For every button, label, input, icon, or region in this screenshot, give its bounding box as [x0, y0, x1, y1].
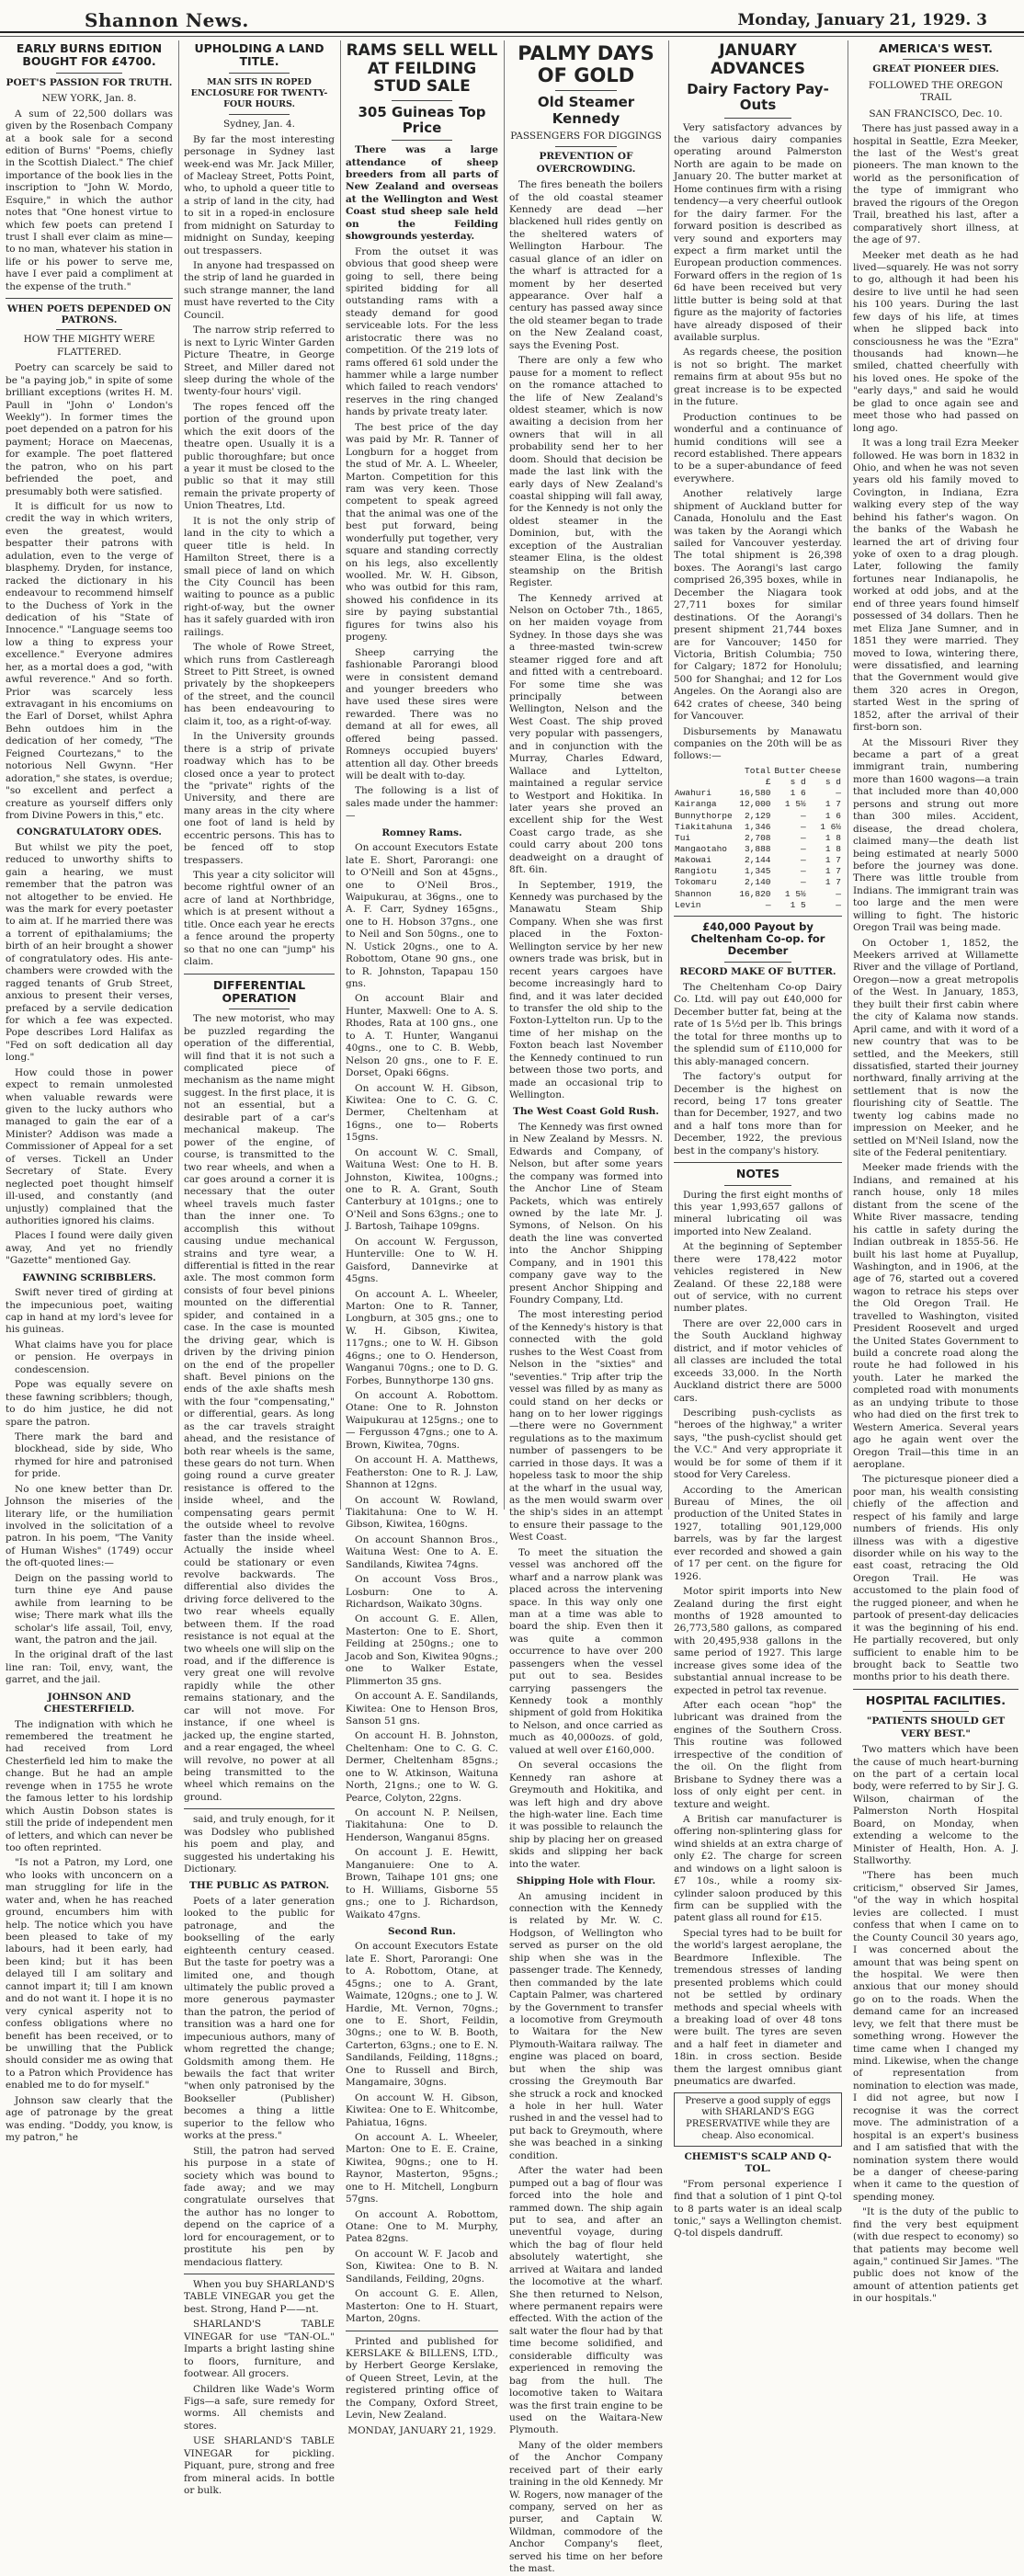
- masthead-rule: [0, 31, 1024, 33]
- paragraph: Describing push-cyclists as "heroes of the highway," a writer says, "the push-cyclist should get the V.C." And very appropriate it would be for some of them if it stood for Very Careless.: [674, 1407, 842, 1481]
- verse: What claims have you for place or pension. He overpays in condescension.: [15, 1339, 173, 1375]
- article-subheadline: PREVENTION OF OVERCROWDING.: [536, 151, 636, 175]
- section-subheading: THE PUBLIC AS PATRON.: [189, 1880, 329, 1892]
- column-2: [184, 40, 335, 2497]
- table-row: [674, 900, 842, 911]
- value-cell: —: [801, 855, 806, 866]
- verse: There mark the bard and blockhead, side by side, Who rhymed for hire and patronised for pride.: [15, 1430, 173, 1480]
- company-name-cell: Levin: [675, 899, 701, 910]
- sale-entry: On account Shannon Bros., Waituna West: One to A. E. Sandilands, Kiwitea 74gns.: [346, 1533, 498, 1570]
- paragraph: A sum of 22,500 dollars was given by the Rosenbach Company at a book sale for a second edition of Burns' "Poems, chiefly in the Scottish Dialect." The chief importance of the book lies in the inscription to "John W. Mordo, Esquire," in which the author notes that "One honest virtue to which few poets can pretend I trust I shall ever claim as mine—to no man, whatever his station in life or his power to serve me, have I ever paid a compliment at the expense of the truth.": [6, 108, 173, 292]
- lead-paragraph: There was a large attendance of sheep breeders from all parts of New Zealand and overseas at the Wellington and West Coast stud sheep sale held on the Feilding showgrounds yesterday.: [346, 144, 498, 243]
- paragraph: Meeker met death as he had lived—squarely. He was not sorry to go, although it had been his desire to live until he had seen his 100 years. During the last few days of his life, at times when he slipped back into consciousness he was the "Ezra" thousands had known—he smiled, chatted cheerfully with his loved ones. He spoke of the "early days," and said he would be glad to once again see and meet those who had passed on long ago.: [853, 249, 1018, 434]
- paragraph: In September, 1919, the Kennedy was purchased by the Manawatu Steam Ship Company. When she was first placed in the Foxton-Wellington service by her new owners trade was brisk, but in recent years cargoes have become increasingly hard to find, and it was later decided to transfer the old ship to the Foxton-Lyttelton run. Up to the time of her mishap on the Foxton beach last November the Kennedy continued to run between those two ports, and made an occasional trip to Wellington.: [509, 879, 663, 1101]
- table-row: [674, 877, 842, 888]
- section-subheading: The West Coast Gold Rush.: [513, 1106, 659, 1118]
- article-subheadline: Old Steamer Kennedy: [537, 94, 635, 127]
- paragraph: Still, the patron had served his purpose in a state of society which was bound to fade away; and we may congratulate ourselves that the author has no longer to depend on the caprice of a lord for encouragement, or to prostitute his pen by mendacious flattery.: [184, 2145, 335, 2268]
- company-name-cell: [674, 777, 736, 788]
- value-cell: —: [836, 888, 841, 899]
- company-name-cell: Kairanga: [675, 799, 717, 810]
- article-headline: UPHOLDING A LAND TITLE.: [194, 41, 324, 69]
- article-subheadline: GREAT PIONEER DIES.: [872, 63, 999, 75]
- paragraph: Special tyres had to be built for the world's largest aeroplane, the Beardmore Inflexible. The tremendous stresses of landing presented problems which could not be settled by ordinary methods and special wheels with a breaking load of over 48 tons were built. The tyres are seven and a half feet in diameter and 18in. in cross section. Beside them the largest omnibus giant pneumatics are dwarfed.: [674, 1927, 842, 2088]
- column-divider: [340, 40, 341, 1510]
- advertisement: "From personal experience I find that a solution of 1 pint Q-tol to 8 parts water is an ideal scalp tonic," says a Wellington chemist. Q-tol dispels dandruff.: [674, 2178, 842, 2240]
- sale-entry: On account W. H. Gibson, Kiwitea: One to C. G. C. Dermer, Cheltenham at 16gns., one to— Roberts 15gns.: [346, 1082, 498, 1144]
- table-header-row: [674, 766, 842, 777]
- value-cell: 3,888: [745, 844, 771, 854]
- sale-entry: On account Executors Estate late E. Short, Parorangi: One to A. Robottom, Otane, at 45gns.; one to A. Grant, Waimate, 120gns.; one to J. W. Hardie, Mt. Vernon, 70gns.; one to E. Short, Feildin, 30gns.; one to W. B. Booth, Carterton, 63gns.; one to E. N. Sandilands, Feilding, 118gns.; One to Russell and Birch, Mangamaire, 30gns.: [346, 1941, 498, 2089]
- advertisement: USE SHARLAND'S TABLE VINEGAR for pickling. Piquant, pure, strong and free from mineral acids. In bottle or bulk.: [184, 2435, 335, 2497]
- article-subheadline: "PATIENTS SHOULD GET VERY BEST.": [866, 1715, 1006, 1739]
- table-units-row: [674, 777, 842, 788]
- company-name-cell: Rangiotu: [675, 866, 717, 877]
- paragraph: The most interesting period of the Kennedy's history is that connected with the gold rushes to the West Coast from Nelson in the "sixties" and "seventies." Trip after trip the vessel was filled by as many as could stand on her decks or hang on to her lower riggings—there were no Government regulations as to the maximum number of passengers to be carried in those days. It was a hopeless task to moor the ship at the wharf in the usual way, as the men would swarm over the ship's sides in an attempt to ensure their passage to the West Coast.: [509, 1309, 663, 1544]
- sale-entry: On account G. E. Allen, Masterton: One to E. Short, Feilding at 250gns.; one to Jacob and Son, Kiwitea 90gns.; one to Walker Estate, Plimmerton 35 gns.: [346, 1613, 498, 1687]
- table-row: [674, 889, 842, 900]
- paragraph: As regards cheese, the position is not so bright. The market remains firm at about 95s but no great increase is to be expected in the future.: [674, 347, 842, 408]
- sale-entry: On account G. E. Allen, Masterton: One to H. Stuart, Marton, 20gns.: [346, 2288, 498, 2325]
- article-subheadline: MAN SITS IN ROPED ENCLOSURE FOR TWENTY-FOUR HOURS.: [190, 76, 328, 110]
- sale-entry: On account W. H. Gibson, Kiwitea: One to E. Whitcombe, Pahiatua, 16gns.: [346, 2092, 498, 2128]
- column-divider: [178, 40, 179, 1510]
- paragraph: said, and truly enough, for it was Dodsley who published his poem and play, and suggested his undertaking his Dictionary.: [184, 1814, 335, 1875]
- value-cell: 1,346: [745, 821, 771, 832]
- paragraph: During the first eight months of this year 1,993,657 gallons of mineral lubricating oil was imported into New Zealand.: [674, 1189, 842, 1237]
- paragraph: It is not the only strip of land in the city to which a queer title is held. In Hamilton Street, there is a small piece of land on which the City Council has been waiting to pounce as a public right-of-way, but the owner has it safely guarded with iron railings.: [184, 515, 335, 638]
- paragraph: Many of the older members of the Anchor Company received part of their early training in the old Kennedy. Mr W. Rogers, now manager of the company, served on her as purser, and Captain W. Wildman, commodore of the Anchor Company's fleet, served his time on her before the mast.: [509, 2439, 663, 2575]
- value-cell: 1 6: [790, 788, 806, 799]
- paragraph: There are only a few who pause for a moment to reflect on the romance attached to the life of New Zealand's oldest steamer, which is now awaiting a decision from her owners that will in all probability send her to her doom. Should that decision be made the last link with the early days of New Zealand's coastal shipping will fall away, for the Kennedy is not only the oldest steamer in the Dominion, but, with the exception of the Australian steamer Elina, is the oldest steamship on the British Register.: [509, 355, 663, 589]
- sale-entry: On account W. C. Small, Waituna West: One to H. B. Johnston, Kiwitea, 100gns.; one to R. A. Grant, South Canterbury at 101gns.; one to O'Neil and Sons 63gns.; one to J. Bartosh, Taihape 109gns.: [346, 1146, 498, 1233]
- paragraph: On several occasions the Kennedy ran ashore at Greymouth and Hokitika, and was left high and dry above the high-water line. Each time it was possible to relaunch the ship by placing her on greased skids and slipping her back into the water.: [509, 1760, 663, 1870]
- column-4: [509, 40, 663, 2575]
- paragraph: This year a city solicitor will become rightful owner of an acre of land at Northbridge, which is at present without a title. Once each year he erects a fence around the property so that no one can "jump" his claim.: [184, 870, 335, 968]
- company-name-cell: Tokomaru: [675, 877, 717, 888]
- paragraph: Sheep carrying the fashionable Parorangi blood were in consistent demand and younger breeders who have used these sires were rewarded. There was no demand at all for ewes, all offered being passed. Romneys occupied buyers' attention all day. Other breeds will be dealt with to-day.: [346, 646, 498, 782]
- paragraph: On October 1, 1852, the Meekers arrived at Willamette River and the village of Portland, Oregon—now a great metropolis of the West. In January, 1853, they built their first cabin where the city of Kalama now stands. April came, and with it word of a new country that was to be settled, and the Meekers, still dissatisfied, started their journey northward, finally arriving at the settlement that is now the flourishing city of Seattle. The twenty log cabins made no impression on Meeker, and he settled on M'Neil Island, now the site of the Federal penitentiary.: [853, 937, 1018, 1158]
- article-headline: £40,000 Payout by Cheltenham Co-op. for December: [690, 919, 825, 958]
- paragraph: How could those in power expect to remain unmolested when valuable rewards were given to the lucky authors who managed to gain the ear of a Minister? Addison was made a Commissioner of Appeal for a set of verses. Tickell an Under Secretary of State. Every neglected poet thought himself ill-used, and constantly (and unjustly) complained that the authorities ignored his claims.: [6, 1066, 173, 1226]
- paragraph: It is difficult for us now to credit the way in which writers, even the greatest, would bespatter their patrons with adulation, even to the verge of blasphemy. Dryden, for instance, racked the dictionary in his endeavour to recommend himself to the Duchess of York in the dedication of his "State of Innocence." "Language seems too low a thing to express your excellence." Everyone admires her, as a mortal does a god, "with awful reverence." And so forth. Prior was scarcely less extravagant in his encomiums on the Earl of Dorset, whilst Aphra Behn outdoes him in the dedication of her comedy, "The Feigned Courtezans," to the notorious Nell Gwynn. "Her adoration," she states, is overdue; "so excellent and perfect a creature as yourself differs only from Divine Powers in this," etc.: [6, 501, 173, 821]
- printer-imprint: Printed and published for KERSLAKE & BILLENS, LTD., by Herbert George Kerslake, of Queen Street, Levin, at the registered printing office of the Company, Oxford Street, Levin, New Zealand.: [346, 2335, 498, 2422]
- section-subheading: Second Run.: [388, 1925, 456, 1937]
- table-row: [674, 844, 842, 855]
- sale-entry: On account A. Robottom, Otane: One to M. Murphy, Patea 82gns.: [346, 2208, 498, 2245]
- paragraph: "Is not a Patron, my Lord, one who looks with unconcern on a man struggling for life in the water and, when he has reached ground, encumbers him with help. The notice which you have been pleased to take of my labours, had it been early, had been kind; but it has been delayed till I am solitary and cannot impart it; till I am known and do not want it. I hope it is no very cynical asperity not to confess obligations where no benefit has been received, or to be unwilling that the Publick should consider me as owing that to a Patron which Providence has enabled me to do for myself.": [6, 1857, 173, 2092]
- paragraph: Another relatively large shipment of Auckland butter for Canada, Honolulu and the East was taken by the Aorangi which sailed for Vancouver yesterday. The total shipment is 26,398 boxes. The Aorangi's last cargo comprised 26,395 boxes, while in December the Niagara took 27,711 boxes for similar destinations. Of the Aorangi's present shipment 21,744 boxes are for Vancouver; 1450 for Victoria, British Columbia; 750 for Calgary; 1872 for Honolulu; 500 for Shanghai; and 12 for Los Angeles. On the Aorangi also are 642 crates of cheese, 340 being for Vancouver.: [674, 488, 842, 723]
- paragraph: Very satisfactory advances by the various dairy companies operating around Palmerston North are again to be made on January 20. The butter market at Home continues firm with a rising tendency—a very cheerful outlook for the dairy farmer. For the forward position is described as very sound and exporters may expect a firm market until the European production commences. Forward offers in the region of 1s 6d have been received but very little butter is being sold at that figure as the majority of factories have already disposed of their available surplus.: [674, 121, 842, 344]
- value-cell: 16,820: [739, 888, 771, 899]
- sale-entry: On account H. B. Johnston, Cheltenham: One to C. G. C. Dermer, Cheltenham 85gns.; one to W. Atkinson, Waituna North, 21gns.; one to W. G. Pearce, Colyton, 22gns.: [346, 1730, 498, 1804]
- table-row: [674, 866, 842, 877]
- paragraph: By far the most interesting personage in Sydney last week-end was Mr. Jack Miller, of Macleay Street, Potts Point, who, to uphold a queer title to a strip of land in the city, had to sit in a roped-in enclosure from midnight on Saturday to midnight on Sunday, keeping out trespassers.: [184, 133, 335, 256]
- column-3: [346, 40, 498, 2436]
- paragraph: Meeker made friends with the Indians, and remained at his ranch house, only 18 miles distant from the scene of the White River massacre, tending his cattle in safety during the Indian outbreak in 1855-56. He built his last home at Puyallup, Washington, and in 1906, at the age of 76, started out a covered wagon to retrace his steps over the Old Oregon Trail. He travelled to Washington, visited President Roosevelt and urged the United States Government to build a concrete road along the route he had followed in his youth. Later he marked the completed road with monuments as an undying tribute to those who had died on the first trek to Western America. Several years ago he again went over the Oregon Trail—this time in an aeroplane.: [853, 1162, 1018, 1470]
- value-cell: Cheese: [809, 765, 841, 776]
- paragraph: The narrow strip referred to is next to Lyric Winter Garden Picture Theatre, in George Street, and Miller dared not sleep during the whole of the twenty-four hours' vigil.: [184, 325, 335, 398]
- dateline: Sydney, Jan. 4.: [223, 119, 295, 131]
- value-cell: 1 6: [825, 810, 841, 821]
- paragraph: After the water had been pumped out a bag of flour was forced into the hole and rammed down. The ship again put to sea, and after an uneventful voyage, during which the bag of flour held absolutely watertight, she arrived at Waitara and landed the locomotive at the wharf. She then returned to Nelson, where permanent repairs were effected. With the action of the salt water the flour had by that time become solidified, and considerable difficulty was experienced in removing the bag from the hull. The locomotive taken to Waitara was the first train engine to be used on the Waitara-New Plymouth.: [509, 2165, 663, 2436]
- section-subheading: Romney Rams.: [381, 826, 462, 838]
- sale-entry: On account N. P. Neilsen, Tiakitahuna: One to D. Henderson, Wanganui 85gns.: [346, 1807, 498, 1843]
- masthead-rule-thin: [0, 36, 1024, 37]
- table-row: [674, 833, 842, 844]
- paragraph: But whilst we pity the poet, reduced to unworthy shifts to gain a hearing, we must remember that the patron was not altogether to be envied. He was the mark for every poetaster to aim at. If he married there was a torrent of epithalamiums; the birth of an heir brought a shower of congratulatory odes. His ante-chambers were crowded with the ragged tenants of Grub Street, anxious to present their verses, prefaced by a servile dedication for which a fee was expected. Pope describes Lord Halifax as "Fed on soft dedication all day long.": [6, 841, 173, 1064]
- sale-entry: On account Blair and Hunter, Maxwell: One to A. S. Rhodes, Rata at 100 gns., one to A. T. Hunter, Wanganui 40gns., one to C. B. Webb, Nelson 20 gns., one to F. E. Dorset, Opaki 66gns.: [346, 993, 498, 1079]
- article-headline: HOSPITAL FACILITIES.: [865, 1693, 1007, 1707]
- issue-date: Monday, January 21, 1929. 3: [737, 11, 987, 29]
- dateline: NEW YORK, Jan. 8.: [41, 93, 137, 105]
- paragraph: "There has been much criticism," observed Sir James, "of the way in which hospital levies are collected. I must confess that when I came on to the County Council 30 years ago, I was concerned about the amount that was being spent on the hospital. We were then anxious that our money should go on to the roads. When the demand came for an increased levy, we felt that there must be something wrong. However the time came when I changed my mind. Likewise, when the change of representation from nomination to election was made, I did not agree, but now I recognise it was the correct move. The administration of a hospital is an expert's business and I am satisfied that with the nomination system there would be a danger of cheese-paring when it came to the question of spending money.: [853, 1870, 1018, 2203]
- value-cell: 1 8: [825, 844, 841, 854]
- imprint-date: MONDAY, JANUARY 21, 1929.: [347, 2424, 496, 2436]
- advertisement: Preserve a good supply of eggs with SHARLAND'S EGG PRESERVATIVE while they are cheap. Also economical.: [674, 2092, 842, 2147]
- value-cell: s d: [790, 777, 806, 788]
- sale-entry: On account H. A. Matthews, Featherston: One to R. J. Law, Shannon at 12gns.: [346, 1454, 498, 1491]
- value-cell: —: [801, 832, 806, 843]
- verse: Places I found were daily given away, And yet no friendly "Gazette" mentioned Gay.: [6, 1230, 173, 1267]
- paragraph: The fires beneath the boilers of the old coastal steamer Kennedy are dead —her blackened hull rides gently on the sheltered waters of Wellington Harbour. The casual glance of an idler on the wharf is attracted for a moment by her deserted appearance. Over half a century has passed away since the old steamer began to trade on the New Zealand coast, says the Evening Post.: [509, 179, 663, 351]
- article-headline: NOTES: [735, 1167, 780, 1181]
- value-cell: 1 5: [790, 899, 806, 910]
- paragraph: A British car manufacturer is offering non-splintering glass for wind shields at an extra charge of only £2. The charge for screen and windows on a light saloon is £7 10s., while a roomy six-cylinder saloon produced by this firm can be supplied with the patent glass all round for £15.: [674, 1813, 842, 1924]
- value-cell: 1 7: [825, 877, 841, 888]
- value-cell: 1 6½: [820, 821, 841, 832]
- paragraph: At the beginning of September there were 178,422 motor vehicles registered in New Zealand. Of these 22,188 were out of service, with no current number plates.: [674, 1241, 842, 1315]
- value-cell: 2,129: [745, 810, 771, 821]
- article-subheadline: 305 Guineas Top Price: [358, 103, 486, 136]
- paragraph: No one knew better than Dr. Johnson the miseries of the literary life, or the humiliation involved in the solicitation of a patron. In his poem, "The Vanity of Human Wishes" (1749) occur the oft-quoted lines:—: [6, 1483, 173, 1569]
- company-name-cell: Makowai: [675, 855, 711, 866]
- sale-entry: On account Voss Bros., Losburn: One to A. Richardson, Waikato 30gns.: [346, 1574, 498, 1611]
- paragraph: There are over 22,000 cars in the South Auckland highway district, and if motor vehicles of all classes are included the total exceeds 33,000. In the North Auckland district there are 5000 cars.: [674, 1317, 842, 1404]
- value-cell: Total: [745, 765, 771, 776]
- sale-entry: On account Executors Estate late E. Short, Parorangi: one to O'Neill and Son at 45gns., one to O'Neil Bros., Waipukurau, at 36gns., one to A. F. Carr, Sydney 165gns., one to H. Hobson 37gns., one to Neil and Son 50gns., one to N. Ustick 20gns., one to A. Robottom, Otane 90 gns., one to R. Johnston, Tapapau 150 gns.: [346, 842, 498, 990]
- sale-entry: On account A. Robottom. Otane: One to R. Johnston Waipukurau at 125gns.; one to — Fergusson 47gns.; one to A. Brown, Kiwitea, 70gns.: [346, 1390, 498, 1451]
- paragraph: From the outset it was obvious that good sheep were going to sell, there being spirited bidding for all outstanding rams with a steady demand for good serviceable lots. For the less aristocratic there was no competition. Of the 219 lots of rams offered 61 sold under the hammer while a large number which failed to reach vendors' reserves in the ring changed hands by private treaty later.: [346, 245, 498, 418]
- advertisement: When you buy SHARLAND'S TABLE VINEGAR you get the best. Strong, Hand P——nt.: [184, 2279, 335, 2315]
- article-headline: RAMS SELL WELL AT FEILDING STUD SALE: [346, 41, 498, 97]
- column-divider: [504, 40, 505, 1510]
- article-headline: JANUARY ADVANCES: [711, 41, 805, 78]
- paragraph: To meet the situation the vessel was anchored off the wharf and a narrow plank was placed across the intervening space. In this way only one man at a time was able to board the ship. Even then it was quite a common occurrence to have over 200 passengers when the vessel put out to sea. Besides carrying passengers the Kennedy took a monthly shipment of gold from Hokitika to Nelson, and once carried as much as 40,000ozs. of gold, valued at well over £160,000.: [509, 1546, 663, 1756]
- article-headline: DIFFERENTIAL OPERATION: [212, 977, 306, 1005]
- paragraph: The new motorist, who may be puzzled regarding the operation of the differential, will find that it is not such a complicated piece of mechanism as the name might suggest. In the first place, it is not an essential, but a desirable part of a car's mechanical makeup. The power of the engine, of course, is transmitted to the two rear wheels, and when a car goes around a corner it is necessary that the outer wheel travels much faster than the inner one. To accomplish this without causing undue mechanical strains and tyre wear, a differential is fitted in the rear axle. The most common form consists of four bevel pinions mounted on the differential spider, and contained in a case. In the case is mounted the driving gear, which is driven by the driving pinion on the end of the propeller shaft. Bevel pinions on the ends of the axle shafts mesh with the four "compensating," or differential, gears. As long as the car travels straight ahead, and the resistance of both rear wheels is the same, these gears do not turn. When going round a curve greater resistance is offered to the inside wheel, and the compensating gears permit the outside wheel to revolve faster than the inside wheel. Actually the inside wheel could be stationary or even revolve backwards. The differential also divides the driving force delivered to the two rear wheels equally between them. If the road resistance is not equal at the two wheels one will slip on the road, and if the difference is very great one will revolve rapidly while the other remains stationary, and the car will not move. For instance, if one wheel is jacked up, the engine started, and a rear engaged, the wheel will revolve, no power at all being transmitted to the wheel which remains on the ground.: [184, 1013, 335, 1803]
- article-subheadline: FOLLOWED THE OREGON TRAIL: [868, 79, 1004, 104]
- paragraph: Pope was equally severe on these fawning scribblers; though, to do him justice, he did not spare the patron.: [6, 1379, 173, 1428]
- value-cell: —: [801, 844, 806, 854]
- value-cell: —: [765, 899, 771, 910]
- paragraph: Swift never tired of girding at the impecunious poet, waiting cap in hand at my lord's levee for his guineas.: [6, 1287, 173, 1336]
- paragraph: Disbursements by Manawatu companies on the 20th will be as follows:—: [674, 725, 842, 762]
- value-cell: £: [765, 777, 771, 788]
- sale-entry: On account A. E. Sandilands, Kiwitea: One to Henson Bros, Sanson 51 gns.: [346, 1691, 498, 1727]
- paragraph: The following is a list of sales made under the hammer:—: [346, 785, 498, 822]
- value-cell: —: [836, 899, 841, 910]
- article-subheadline: Dairy Factory Pay-Outs: [687, 81, 829, 114]
- value-cell: s d: [825, 777, 841, 788]
- table-row: [674, 855, 842, 866]
- article-headline: AMERICA'S WEST.: [879, 41, 993, 55]
- paragraph: In the University grounds there is a strip of private roadway which has to be closed once a year to protect the "private" rights of the University, and there are many areas in the city where one foot of land is held by eccentric persons. This has to be fenced off to stop trespassers.: [184, 731, 335, 866]
- article-headline: PALMY DAYS OF GOLD: [518, 42, 654, 87]
- paragraph: The Cheltenham Co-op Dairy Co. Ltd. will pay out £40,000 for December butter fat, being at the rate of 1s 5½d per lb. This brings the total for three months up to the splendid sum of £110,000 for this ably-managed concern.: [674, 982, 842, 1067]
- sale-entry: On account A. L. Wheeler, Marton: One to E. E. Craine, Kiwitea, 90gns.; one to H. Raynor, Masterton, 95gns.; one to H. Mitchell, Longburn 57gns.: [346, 2131, 498, 2206]
- value-cell: —: [801, 810, 806, 821]
- paragraph: In the original draft of the last line ran: Toil, envy, want, the garret, and the jail.: [6, 1649, 173, 1686]
- value-cell: Butter: [774, 765, 806, 776]
- paragraph: At the Missouri River they became a part of a great immigrant train, numbering more than 1600 wagons—a train that included more than 40,000 persons and strung out more than 300 miles. Accident, disease, the dread cholera, claimed many—the death list being estimated at nearly 5000 before the journey was done. There was little trouble from Indians. The immigrant train was too large and the men were willing to fight. The historic Oregon Trail was being made.: [853, 736, 1018, 934]
- company-name-cell: Mangaotaho: [675, 844, 728, 854]
- sale-entry: On account A. L. Wheeler, Marton: One to R. Tanner, Longburn, at 305 gns.; one to W. H. Gibson, Kiwitea, 117gns.; one to W. H. Gibson 46gns.; one to O. Henderson, Wanganui 70gns.; one to D. G. Forbes, Bunnythorpe 130 gns.: [346, 1288, 498, 1386]
- verse: Deign on the passing world to turn thine eye And pause awhile from learning to be wise; There mark what ills the scholar's life assail, Toil, envy, want, the patron and the jail.: [15, 1572, 173, 1646]
- table-row: [674, 799, 842, 810]
- value-cell: 1 8: [825, 832, 841, 843]
- paragraph: The ropes fenced off the portion of the ground upon which the exit doors of the theatre open. Usually it is a public thoroughfare; but once a year it must be closed to the public so that it may still remain the private property of Union Theatres, Ltd.: [184, 401, 335, 512]
- company-name-cell: [674, 766, 736, 777]
- value-cell: 2,140: [745, 877, 771, 888]
- advertisement: SHARLAND'S TABLE VINEGAR for use "TAN-OL." Imparts a bright lasting shine to floors, furniture, and footwear. All grocers.: [184, 2319, 335, 2380]
- disbursement-table: [674, 766, 842, 911]
- table-row: [674, 822, 842, 833]
- company-name-cell: Bunnythorpe: [675, 810, 733, 821]
- paragraph: In anyone had trespassed on the strip of land he guarded in such strange manner, the land must have reverted to the City Council.: [184, 260, 335, 321]
- paragraph: An amusing incident in connection with the Kennedy is related by Mr. W. C. Hodgson, of Wellington who served as purser on the old ship when she was in the passenger trade. The Kennedy, then commanded by the late Captain Palmer, was chartered by the Government to transfer a locomotive from Greymouth to Waitara for the New Plymouth-Waitara railway. The engine was placed on board, but when the ship was crossing the Greymouth Bar she struck a rock and knocked a hole in her hull. Water rushed in and the vessel had to put back to Greymouth, where she was beached in a sinking condition.: [509, 1890, 663, 2161]
- article-subheadline: RECORD MAKE OF BUTTER.: [679, 965, 836, 977]
- column-6: [853, 40, 1018, 2305]
- sale-entry: On account J. E. Hewitt, Manganuiere: One to A. Brown, Taihape 101 gns; one to H. Williams, Gisborne 55 gns.; one to J. Richardson, Waikato 47gns.: [346, 1847, 498, 1921]
- paragraph: Production continues to be wonderful and a continuance of humid conditions will see a record established. There appears to be a super-abundance of feed everywhere.: [674, 411, 842, 484]
- company-name-cell: Awahuri: [675, 788, 711, 799]
- paragraph: "It is the duty of the public to find the very best equipment (with due respect to economy) so that patients may become well again," continued Sir James. "The public does not know of the amount of attention patients get in our hospitals.": [853, 2206, 1018, 2305]
- value-cell: 1 5½: [784, 799, 806, 810]
- advertisement-heading: CHEMIST'S SCALP AND Q-TOL.: [684, 2150, 832, 2175]
- article-subheadline: PASSENGERS FOR DIGGINGS: [510, 130, 662, 142]
- sale-entry: On account W. Rowland, Tiakitahuna: One to W. H. Gibson, Kiwitea, 160gns.: [346, 1494, 498, 1531]
- value-cell: 2,708: [745, 832, 771, 843]
- paragraph: The factory's output for December is the highest on record, being 17 tons greater than for December, 1927, and two and a half tons more than for December, 1922, the previous best in the company's history.: [674, 1071, 842, 1157]
- paragraph: Johnson saw clearly that the age of patronage by the great was ending. "Doddy, you know, is my patron," he: [6, 2094, 173, 2143]
- section-subheading: FAWNING SCRIBBLERS.: [22, 1271, 156, 1283]
- value-cell: —: [801, 877, 806, 888]
- paragraph: The Kennedy arrived at Nelson on October 7th., 1865, on her maiden voyage from Sydney. In those days she was a three-masted twin-screw steamer rigged fore and aft and fitted with a centreboard. For some time she was principally between Wellington, Nelson and the West Coast. The ship proved very popular with passengers, and in conjunction with the Murray, Charles Edward, Wallace and Lyttelton, maintained a regular service to Westport and Hokitika. In later years she proved an excellent ship for the West Coast cargo trade, as she could carry about 200 tons deadweight on a draught of 8ft. 6in.: [509, 592, 663, 876]
- section-subheading: JOHNSON AND CHESTERFIELD.: [43, 1691, 135, 1715]
- dateline: SAN FRANCISCO, Dec. 10.: [869, 108, 1003, 120]
- paragraph: The picturesque pioneer died a poor man, his wealth consisting chiefly of the affection and respect of his family and large numbers of friends. His only illness was with a digestive disorder while on his way to the east coast, retracing the Old Oregon Trail. He was accustomed to the plain food of the rugged pioneer, and when he partook of present-day delicacies it was the beginning of his end. He partially recovered, but only sufficient to enable him to be brought back to Seattle two months prior to his death there.: [853, 1474, 1018, 1683]
- paragraph: Poetry can scarcely be said to be "a paying job," in spite of some brilliant exceptions (writes H. M. Paull in "John o' London's Weekly"). In former times the poet depended on a patron for his payment; Horace on Maecenas, for example. The poet flattered the patron, who on his part befriended the poet, and presumably both were satisfied.: [6, 362, 173, 497]
- table-row: [674, 788, 842, 799]
- column-5: [674, 40, 842, 2240]
- article-headline: WHEN POETS DEPENDED ON PATRONS.: [6, 303, 172, 326]
- paragraph: Two matters which have been the cause of much heart-burning on the part of a certain local body, were referred to by Sir J. G. Wilson, chairman of the Palmerston North Hospital Board, on Monday, when extending a welcome to the Minister of Health, Hon. A. J. Stallworthy.: [853, 1744, 1018, 1866]
- value-cell: 2,144: [745, 855, 771, 866]
- value-cell: 1,345: [745, 866, 771, 877]
- advertisement: Children like Wade's Worm Figs—a safe, sure remedy for worms. All chemists and stores.: [184, 2383, 335, 2432]
- value-cell: 1 7: [825, 799, 841, 810]
- value-cell: 1 7: [825, 855, 841, 866]
- paragraph: It was a long trail Ezra Meeker followed. He was born in 1832 in Ohio, and when he was not seven years old his family moved to Covington, in Indiana, Ezra walking every step of the way behind his father's wagon. On the banks of the Wabash he learned the art of driving four yoke of oxen to a drag plough. Later, following the family fortunes near Indianapolis, he worked at odd jobs, and at the end of three years found himself possessed of 34 dollars. Then he met Eliza Jane Sumner, and in 1851 they were married. They moved to Iowa, wintering there, were dissatisfied, and learning that the Government would give them 320 acres in Oregon, started West in the spring of 1852, after the arrival of their first-born son.: [853, 438, 1018, 734]
- sale-entry: On account W. F. Jacob and Son, Kiwitea: One to B. N. Sandilands, Feilding, 20gns.: [346, 2248, 498, 2285]
- paragraph: Motor spirit imports into New Zealand during the first eight months of 1928 amounted to 26,773,580 gallons, as compared with 20,495,938 gallons in the same period of 1927. This large increase gives some idea of the substantial annual increase to be expected in petrol tax revenue.: [674, 1586, 842, 1696]
- value-cell: 16,580: [739, 788, 771, 799]
- column-divider: [668, 40, 669, 1510]
- value-cell: —: [801, 821, 806, 832]
- article-subheadline: POET'S PASSION FOR TRUTH.: [6, 76, 173, 88]
- paragraph: The Kennedy was first owned in New Zealand by Messrs. N. Edwards and Company, of Nelson, but after some years the company was formed into the Anchor Line of Steam Packets, which was entirely owned by the late Mr. J. Symons, of Nelson. On his death the line was converted into the Anchor Shipping Company, and in 1901 this company gave way to the present Anchor Shipping and Foundry Company, Ltd.: [509, 1121, 663, 1306]
- newspaper-name: Shannon News.: [85, 9, 249, 31]
- page-number: 3: [976, 11, 987, 29]
- article-subheadline: HOW THE MIGHTY WERE FLATTERED.: [23, 334, 155, 358]
- paragraph: The whole of Rowe Street, which runs from Castlereagh Street to Pitt Street, is owned privately by the shopkeepers of the street, and the council has been endeavouring to claim it, too, as a right-of-way.: [184, 642, 335, 727]
- section-subheading: Shipping Hole with Flour.: [516, 1875, 656, 1887]
- value-cell: —: [836, 788, 841, 799]
- paragraph: The indignation with which he remembered the treatment he had received from Lord Chesterfield led him to make the change. But he had an ample revenge when in 1755 he wrote the famous letter to his lordship which Austin Dobson states is still the pride of independent men of letters, and which can never be too often reprinted.: [6, 1718, 173, 1853]
- section-subheading: CONGRATULATORY ODES.: [17, 826, 162, 838]
- value-cell: 1 7: [825, 866, 841, 877]
- article-headline: EARLY BURNS EDITION BOUGHT FOR £4700.: [16, 41, 163, 69]
- sale-entry: On account W. Fergusson, Hunterville: One to W. H. Gaisford, Dannevirke at 45gns.: [346, 1236, 498, 1285]
- masthead: [0, 0, 1024, 37]
- table-row: [674, 811, 842, 822]
- value-cell: 1 5½: [784, 888, 806, 899]
- value-cell: 12,000: [739, 799, 771, 810]
- company-name-cell: Tiakitahuna: [675, 821, 733, 832]
- value-cell: —: [801, 866, 806, 877]
- company-name-cell: Tui: [675, 832, 691, 843]
- company-name-cell: Shannon: [675, 888, 711, 899]
- paragraph: Poets of a later generation looked to the public for patronage, and the bookselling of the early eighteenth century ceased. But the taste for poetry was a limited one, and though ultimately the public proved a more generous paymaster than the patron, the period of transition was a hard one for impecunious authors, many of whom regretted the change; Goldsmith among them. He bewails the fact that writer "when only patronised by the Bookseller (Publisher) becomes a thing a little superior to the fellow who works at the press.": [184, 1895, 335, 2142]
- paragraph: There has just passed away in a hospital in Seattle, Ezra Meeker, the last of the West's great pioneers. The man known to the world as the personification of the type of immigrant who braved the rigours of the Oregon Trail, breathed his last, after a comparatively short illness, at the age of 97.: [853, 123, 1018, 246]
- column-1: [6, 40, 173, 2143]
- paragraph: After each ocean "hop" the lubricant was drained from the engines of the Southern Cross. This routine was followed irrespective of the condition of the oil. On the flight from Brisbane to Sydney there was a loss of only eight per cent. in texture and weight.: [674, 1700, 842, 1810]
- paragraph: According to the American Bureau of Mines, the oil production of the United States in 1927, totalling 901,129,000 barrels, was by far the largest ever recorded and showed a gain of 17 per cent. on the figure for 1926.: [674, 1484, 842, 1582]
- paragraph: The best price of the day was paid by Mr. R. Tanner of Longburn for a hogget from the stud of Mr. A. L. Wheeler, Marton. Competition for this ram was very keen. Those competent to speak agreed that the animal was one of the best put forward, being wonderfully put together, very square and standing correctly on his legs, also excellently woolled. Mr. W. H. Gibson, who was outbid for this ram, showed his confidence in its sire by paying substantial figures for twins also his progeny.: [346, 421, 498, 644]
